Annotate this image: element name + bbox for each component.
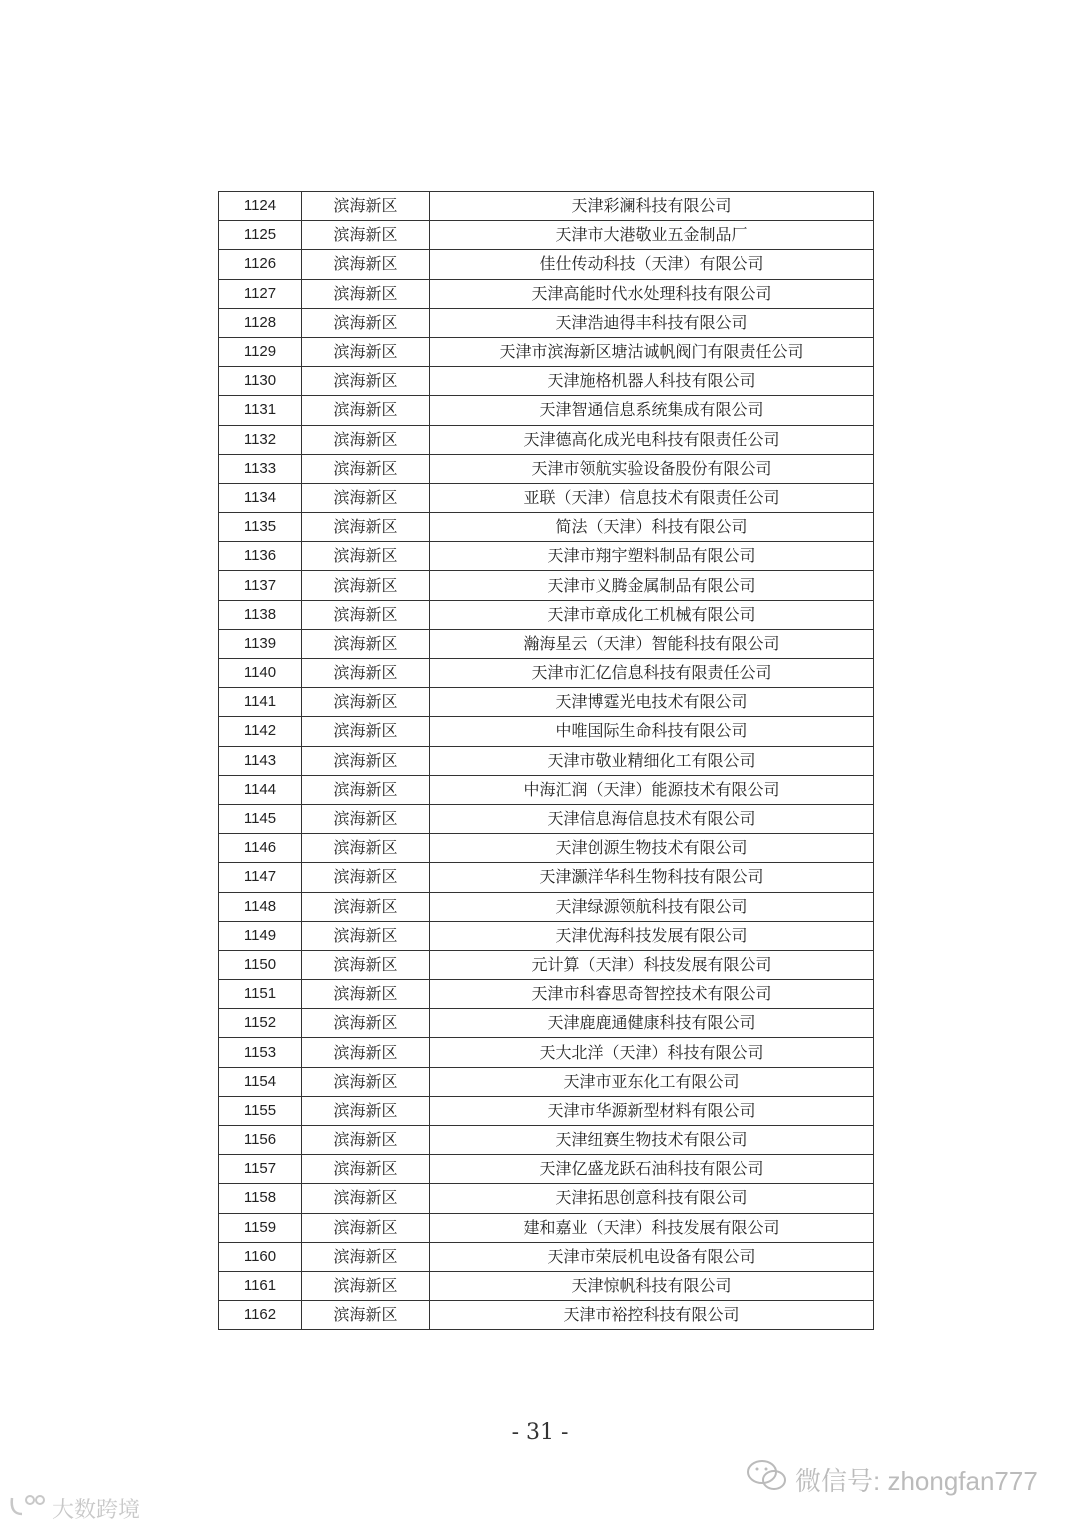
table-row xyxy=(219,367,874,396)
company-name-cell: 天津市滨海新区塘沽诚帆阀门有限责任公司 xyxy=(430,337,874,366)
company-name-cell: 天津博霆光电技术有限公司 xyxy=(430,688,874,717)
table-row xyxy=(219,950,874,979)
district-cell: 滨海新区 xyxy=(302,250,430,279)
district-cell: 滨海新区 xyxy=(302,1155,430,1184)
row-number-cell: 1158 xyxy=(219,1184,302,1213)
row-number-cell: 1140 xyxy=(219,659,302,688)
table-row xyxy=(219,775,874,804)
table-row xyxy=(219,192,874,221)
row-number-cell: 1128 xyxy=(219,308,302,337)
row-number-cell: 1139 xyxy=(219,629,302,658)
district-cell: 滨海新区 xyxy=(302,688,430,717)
table-row xyxy=(219,804,874,833)
district-cell: 滨海新区 xyxy=(302,1213,430,1242)
row-number-cell: 1138 xyxy=(219,600,302,629)
district-cell: 滨海新区 xyxy=(302,629,430,658)
company-name-cell: 天津智通信息系统集成有限公司 xyxy=(430,396,874,425)
company-name-cell: 佳仕传动科技（天津）有限公司 xyxy=(430,250,874,279)
table-row xyxy=(219,892,874,921)
table-row xyxy=(219,1096,874,1125)
row-number-cell: 1148 xyxy=(219,892,302,921)
table-row xyxy=(219,717,874,746)
district-cell: 滨海新区 xyxy=(302,425,430,454)
row-number-cell: 1131 xyxy=(219,396,302,425)
district-cell: 滨海新区 xyxy=(302,308,430,337)
table-row xyxy=(219,1184,874,1213)
table-row xyxy=(219,337,874,366)
row-number-cell: 1156 xyxy=(219,1126,302,1155)
table-row xyxy=(219,1038,874,1067)
district-cell: 滨海新区 xyxy=(302,1096,430,1125)
company-name-cell: 天津德高化成光电科技有限责任公司 xyxy=(430,425,874,454)
row-number-cell: 1125 xyxy=(219,221,302,250)
table-row xyxy=(219,425,874,454)
table-row xyxy=(219,221,874,250)
company-name-cell: 天津施格机器人科技有限公司 xyxy=(430,367,874,396)
wechat-icon xyxy=(745,1458,789,1501)
company-name-cell: 天津市义腾金属制品有限公司 xyxy=(430,571,874,600)
table-row xyxy=(219,1213,874,1242)
district-cell: 滨海新区 xyxy=(302,834,430,863)
table-row xyxy=(219,863,874,892)
row-number-cell: 1144 xyxy=(219,775,302,804)
company-name-cell: 天津市敬业精细化工有限公司 xyxy=(430,746,874,775)
table-row xyxy=(219,1067,874,1096)
row-number-cell: 1143 xyxy=(219,746,302,775)
row-number-cell: 1162 xyxy=(219,1301,302,1330)
table-row xyxy=(219,571,874,600)
district-cell: 滨海新区 xyxy=(302,863,430,892)
wechat-id-text: 微信号: zhongfan777 xyxy=(795,1466,1038,1496)
company-name-cell: 天津鹿鹿通健康科技有限公司 xyxy=(430,1009,874,1038)
district-cell: 滨海新区 xyxy=(302,513,430,542)
company-name-cell: 天津市大港敬业五金制品厂 xyxy=(430,221,874,250)
district-cell: 滨海新区 xyxy=(302,746,430,775)
row-number-cell: 1152 xyxy=(219,1009,302,1038)
district-cell: 滨海新区 xyxy=(302,367,430,396)
company-name-cell: 天津市章成化工机械有限公司 xyxy=(430,600,874,629)
district-cell: 滨海新区 xyxy=(302,483,430,512)
table-row xyxy=(219,279,874,308)
company-name-cell: 天津纽赛生物技术有限公司 xyxy=(430,1126,874,1155)
company-list-table xyxy=(218,191,874,1330)
table-row xyxy=(219,1155,874,1184)
table-row xyxy=(219,1242,874,1271)
row-number-cell: 1160 xyxy=(219,1242,302,1271)
company-name-cell: 天津高能时代水处理科技有限公司 xyxy=(430,279,874,308)
company-name-cell: 元计算（天津）科技发展有限公司 xyxy=(430,950,874,979)
district-cell: 滨海新区 xyxy=(302,1301,430,1330)
table-row xyxy=(219,513,874,542)
row-number-cell: 1132 xyxy=(219,425,302,454)
table-row xyxy=(219,688,874,717)
company-name-cell: 天津拓思创意科技有限公司 xyxy=(430,1184,874,1213)
district-cell: 滨海新区 xyxy=(302,980,430,1009)
district-cell: 滨海新区 xyxy=(302,221,430,250)
district-cell: 滨海新区 xyxy=(302,921,430,950)
table-row xyxy=(219,250,874,279)
district-cell: 滨海新区 xyxy=(302,1184,430,1213)
company-name-cell: 天津市亚东化工有限公司 xyxy=(430,1067,874,1096)
row-number-cell: 1137 xyxy=(219,571,302,600)
row-number-cell: 1127 xyxy=(219,279,302,308)
row-number-cell: 1133 xyxy=(219,454,302,483)
row-number-cell: 1150 xyxy=(219,950,302,979)
row-number-cell: 1157 xyxy=(219,1155,302,1184)
table-row xyxy=(219,600,874,629)
company-name-cell: 中唯国际生命科技有限公司 xyxy=(430,717,874,746)
company-name-cell: 天津彩澜科技有限公司 xyxy=(430,192,874,221)
company-name-cell: 天津市华源新型材料有限公司 xyxy=(430,1096,874,1125)
row-number-cell: 1155 xyxy=(219,1096,302,1125)
district-cell: 滨海新区 xyxy=(302,279,430,308)
company-name-cell: 中海汇润（天津）能源技术有限公司 xyxy=(430,775,874,804)
row-number-cell: 1151 xyxy=(219,980,302,1009)
district-cell: 滨海新区 xyxy=(302,804,430,833)
page-number: - 31 - xyxy=(511,1420,569,1445)
company-name-cell: 天津灏洋华科生物科技有限公司 xyxy=(430,863,874,892)
company-name-cell: 天津亿盛龙跃石油科技有限公司 xyxy=(430,1155,874,1184)
district-cell: 滨海新区 xyxy=(302,600,430,629)
table-row xyxy=(219,396,874,425)
district-cell: 滨海新区 xyxy=(302,192,430,221)
brand-text: 大数跨境 xyxy=(52,1498,141,1523)
table-row xyxy=(219,1009,874,1038)
company-name-cell: 天大北洋（天津）科技有限公司 xyxy=(430,1038,874,1067)
table-row xyxy=(219,921,874,950)
district-cell: 滨海新区 xyxy=(302,1038,430,1067)
row-number-cell: 1126 xyxy=(219,250,302,279)
row-number-cell: 1130 xyxy=(219,367,302,396)
company-name-cell: 简法（天津）科技有限公司 xyxy=(430,513,874,542)
table-row xyxy=(219,1271,874,1300)
row-number-cell: 1153 xyxy=(219,1038,302,1067)
company-name-cell: 天津市汇亿信息科技有限责任公司 xyxy=(430,659,874,688)
row-number-cell: 1134 xyxy=(219,483,302,512)
row-number-cell: 1129 xyxy=(219,337,302,366)
company-name-cell: 天津信息海信息技术有限公司 xyxy=(430,804,874,833)
table-row xyxy=(219,483,874,512)
company-name-cell: 天津市科睿思奇智控技术有限公司 xyxy=(430,980,874,1009)
row-number-cell: 1124 xyxy=(219,192,302,221)
district-cell: 滨海新区 xyxy=(302,950,430,979)
company-name-cell: 天津市裕控科技有限公司 xyxy=(430,1301,874,1330)
row-number-cell: 1146 xyxy=(219,834,302,863)
table-row xyxy=(219,542,874,571)
row-number-cell: 1149 xyxy=(219,921,302,950)
table-row xyxy=(219,1301,874,1330)
row-number-cell: 1135 xyxy=(219,513,302,542)
company-name-cell: 天津市领航实验设备股份有限公司 xyxy=(430,454,874,483)
district-cell: 滨海新区 xyxy=(302,1271,430,1300)
district-cell: 滨海新区 xyxy=(302,892,430,921)
table-body xyxy=(219,192,874,1330)
district-cell: 滨海新区 xyxy=(302,659,430,688)
company-name-cell: 天津惊帆科技有限公司 xyxy=(430,1271,874,1300)
table-row xyxy=(219,308,874,337)
district-cell: 滨海新区 xyxy=(302,454,430,483)
row-number-cell: 1145 xyxy=(219,804,302,833)
company-name-cell: 建和嘉业（天津）科技发展有限公司 xyxy=(430,1213,874,1242)
company-name-cell: 天津绿源领航科技有限公司 xyxy=(430,892,874,921)
table-row xyxy=(219,1126,874,1155)
district-cell: 滨海新区 xyxy=(302,542,430,571)
company-name-cell: 瀚海星云（天津）智能科技有限公司 xyxy=(430,629,874,658)
district-cell: 滨海新区 xyxy=(302,1242,430,1271)
district-cell: 滨海新区 xyxy=(302,717,430,746)
district-cell: 滨海新区 xyxy=(302,1067,430,1096)
district-cell: 滨海新区 xyxy=(302,396,430,425)
company-name-cell: 天津优海科技发展有限公司 xyxy=(430,921,874,950)
row-number-cell: 1159 xyxy=(219,1213,302,1242)
row-number-cell: 1154 xyxy=(219,1067,302,1096)
company-name-cell: 天津市荣辰机电设备有限公司 xyxy=(430,1242,874,1271)
wechat-watermark xyxy=(745,1458,1038,1501)
row-number-cell: 1147 xyxy=(219,863,302,892)
table-row xyxy=(219,659,874,688)
table-row xyxy=(219,834,874,863)
row-number-cell: 1142 xyxy=(219,717,302,746)
company-name-cell: 亚联（天津）信息技术有限责任公司 xyxy=(430,483,874,512)
district-cell: 滨海新区 xyxy=(302,1126,430,1155)
company-name-cell: 天津创源生物技术有限公司 xyxy=(430,834,874,863)
district-cell: 滨海新区 xyxy=(302,571,430,600)
table-row xyxy=(219,454,874,483)
district-cell: 滨海新区 xyxy=(302,775,430,804)
row-number-cell: 1136 xyxy=(219,542,302,571)
row-number-cell: 1141 xyxy=(219,688,302,717)
row-number-cell: 1161 xyxy=(219,1271,302,1300)
brand-watermark xyxy=(8,1493,140,1524)
table-row xyxy=(219,980,874,1009)
table-row xyxy=(219,629,874,658)
district-cell: 滨海新区 xyxy=(302,1009,430,1038)
company-name-cell: 天津市翔宇塑料制品有限公司 xyxy=(430,542,874,571)
company-name-cell: 天津浩迪得丰科技有限公司 xyxy=(430,308,874,337)
district-cell: 滨海新区 xyxy=(302,337,430,366)
brand-logo-icon xyxy=(8,1494,48,1524)
table-row xyxy=(219,746,874,775)
